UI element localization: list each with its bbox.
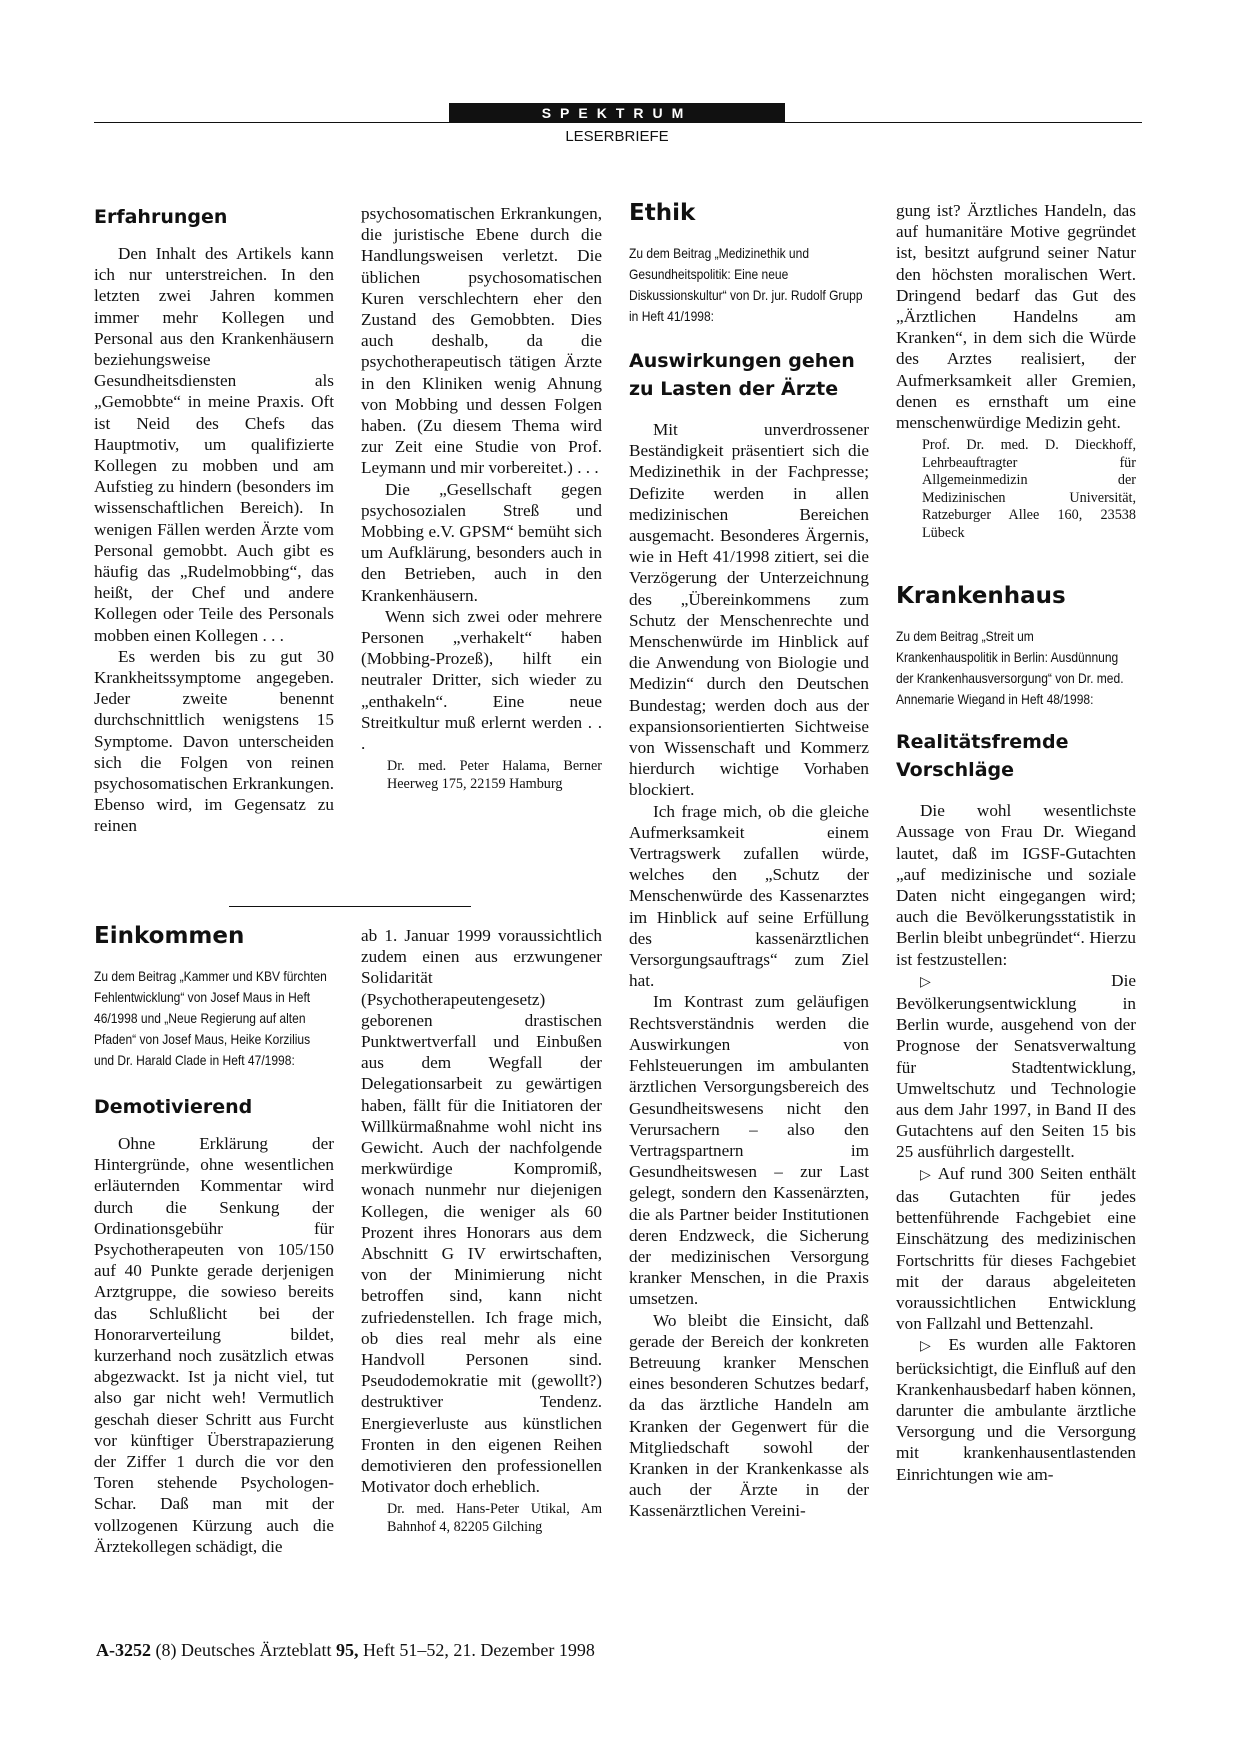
letter-paragraph: Es werden bis zu gut 30 Krankheitssymptome angegeben. Jeder zweite benennt durchschnittlich wenigstens 15 Symptome. Davon unterscheiden sich die Folgen von reinen psychosomatischen Erkrankungen. Ebenso wird, im Gegensatz zu reinen: [94, 646, 334, 836]
letter-paragraph: gung ist? Ärztliches Handeln, das auf humanitäre Motive gegründet ist, besitzt aufgrund seiner Natur den höchsten moralischen Wert. Dringend bedarf das Gut des „Ärztlichen Handelns am Kranken“, in dem sich die Würde des Arztes realisiert, der Aufmerksamkeit aller Gremien, denen es ernsthaft um eine menschenwürdige Medizin geht.: [896, 201, 1136, 433]
letter-paragraph: Mit unverdrossener Beständigkeit präsentiert sich die Medizinethik in der Fachpresse; Defizite werden in allen medizinischen Bereichen ausgemacht. Besonderes Ärgernis, wie in Heft 41/1998 zitiert, sei die Verzögerung der Unterzeichnung des „Übereinkommens zum Schutz der Menschenrechte und Menschenwürde im Hinblick auf die Anwendung von Biologie und Medizin“ durch den Deutschen Bundestag; werden doch aus der expansionsorientierten Sichtweise von Wissenschaft und Kommerz hierdurch wichtige Vorhaben blockiert.: [629, 420, 869, 800]
subsection-label: LESERBRIEFE: [565, 128, 669, 145]
letter-paragraph: Den Inhalt des Artikels kann ich nur unterstreichen. In den letzten zwei Jahren kommen immer mehr Kollegen und Personal aus den Krankenhäusern beziehungsweise Gesundheitsdiensten als „Gemobbte“ in meine Praxis. Oft ist Neid des Chefs das Hauptmotiv, um qualifizierte Kollegen zu mobben und am Aufstieg zu hindern (besonders im wissenschaftlichen Bereich). In wenigen Fällen werden Ärzte vom Personal gemobbt. Auch gibt es häufig das „Rudelmobbing“, das heißt, der Chef und andere Kollegen oder Teile des Personals mobben einen Kollegen . . .: [94, 244, 334, 645]
page-code: A-3252: [96, 1640, 151, 1660]
letter-heading: Realitätsfremde Vorschläge: [896, 731, 1069, 782]
letter-einkommen: [94, 922, 334, 1557]
letter-signature: Dr. med. Peter Halama, Berner Heerweg 175, 22159 Hamburg: [387, 758, 602, 792]
triangle-bullet-icon: ▷: [920, 973, 1019, 990]
letter-signature: Prof. Dr. med. D. Dieckhoff, Lehrbeauftragter für Allgemeinmedizin der Medizinischen Universität, Ratzeburger Allee 160, 23538 Lübeck: [922, 437, 1136, 541]
letter-erfahrungen-continued: [361, 203, 602, 793]
letter-paragraph: Die „Gesellschaft gegen psychosozialen Streß und Mobbing e.V. GPSM“ bemüht sich um Aufklärung, besonders auch in den Betrieben, auch in den Krankenhäusern.: [361, 479, 602, 605]
journal-name: Deutsches Ärzteblatt: [181, 1640, 332, 1660]
letter-paragraph: psychosomatischen Erkrankungen, die juristische Ebene durch die Handlungsweisen verletzt. Die üblichen psychosomatischen Kuren verschlechtern eher den Zustand des Gemobbten. Dies auch deshalb, da die psychotherapeutisch tätigen Ärzte in den Kliniken wenig Ahnung von Mobbing und dessen Folgen haben. (Zu diesem Thema wird zur Zeit eine Studie von Prof. Leymann und mir vorbereitet.) . . .: [361, 204, 602, 478]
bullet-paragraph: ▷ Es wurden alle Faktoren berücksichtigt, die Einfluß auf den Krankenhausbedarf haben können, darunter die ambulante ärztliche Versorgung und die Versorgung mit krankenhausentlastenden Einrichtungen wie am-: [896, 1335, 1136, 1484]
letter-ethik: [629, 199, 869, 1522]
letter-paragraph: Die wohl wesentlichste Aussage von Frau Dr. Wiegand lautet, daß im IGSF-Gutachten „auf medizinische und soziale Daten nicht eingegangen wird; auch die Bevölkerungsstatistik in Berlin bleibt unbegründet“. Hierzu ist festzustellen:: [896, 801, 1136, 969]
issue-info: Heft 51–52, 21. Dezember 1998: [362, 1640, 595, 1660]
letter-ethik-continued: [896, 200, 1136, 1485]
letter-paragraph: Wo bleibt die Einsicht, daß gerade der Bereich der konkreten Betreuung kranker Menschen eines besonderen Schutzes bedarf, da das ärztliche Handeln am Kranken der Gegenwert für die Mitgliedschaft sowohl der Kranken in der Krankenkasse als auch der Ärzte in der Kassenärztlichen Vereini-: [629, 1310, 869, 1521]
letter-paragraph: Ich frage mich, ob die gleiche Aufmerksamkeit einem Vertragswerk zufallen würde, welches den „Schutz der Menschenwürde des Kassenarztes im Hinblick auf seine Erfüllung des kassenärztlichen Versorgungsauftrags“ zum Ziel hat.: [629, 801, 869, 991]
triangle-bullet-icon: ▷: [920, 1338, 938, 1355]
letter-heading: Erfahrungen: [94, 206, 228, 228]
bullet-paragraph: ▷ Auf rund 300 Seiten enthält das Gutachten für jedes bettenführende Fachgebiet eine Einschätzung des medizinischen Fortschritts für dieses Fachgebiet mit der daraus abgeleiteten voraussichtlichen Entwicklung von Fallzahl und Bettenzahl.: [896, 1163, 1136, 1334]
article-reference: Zu dem Beitrag „Medizinethik und Gesundheitspolitik: Eine neue Diskussionskultur“ von Dr. jur. Rudolf Grupp in Heft 41/1998:: [629, 245, 863, 324]
section-label: SPEKTRUM: [449, 103, 785, 123]
triangle-bullet-icon: ▷: [920, 1166, 933, 1183]
page-footer: [96, 1640, 595, 1661]
letter-paragraph: Im Kontrast zum geläufigen Rechtsverständnis werden die Auswirkungen von Fehlsteuerungen im ambulanten ärztlichen Versorgungsbereich des Gesundheitswesens nicht den Verursachern – also den Vertragspartnern im Gesundheitswesen – zur Last gelegt, sondern den Kassenärzten, die als Partner beider Institutionen deren Endzweck, die Sicherung der medizinischen Versorgung kranker Menschen, in die Praxis umsetzen.: [629, 992, 869, 1309]
section-heading: Einkommen: [94, 923, 245, 949]
section-heading: Krankenhaus: [896, 583, 1066, 610]
letter-paragraph: ab 1. Januar 1999 voraussichtlich zudem einen aus erzwungener Solidarität (Psychotherapeutengesetz) geborenen drastischen Punktwertverfall und Einbußen aus dem Wegfall der Delegationsarbeit zu gewärtigen haben, fällt für die Initiatoren der Willkürmaßnahme wohl nicht ins Gewicht. Auch der nachfolgende merkwürdige Kompromiß, wonach nunmehr nur diejenigen Kollegen, die weniger als 60 Prozent ihres Honorars aus dem Abschnitt G IV erwirtschaften, von der Minimierung nicht betroffen sind, kann nicht zufriedenstellen. Ich frage mich, ob dies real mehr als eine Handvoll Personen sind. Pseudodemokratie mit (gewollt?) destruktiver Tendenz. Energieverluste aus künstlichen Fronten in den eigenen Reihen demotivieren den professionellen Motivator doch erheblich.: [361, 926, 602, 1497]
bullet-paragraph: ▷ Die Bevölkerungsentwicklung in Berlin wurde, ausgehend von der Prognose der Senatsverwaltung für Stadtentwicklung, Umweltschutz und Technologie aus dem Jahr 1997, in Band II des Gutachtens auf den Seiten 15 bis 25 ausführlich dargestellt.: [896, 970, 1136, 1162]
header-rule: [94, 122, 1142, 123]
volume-number: 95,: [335, 1640, 359, 1660]
letter-paragraph: Ohne Erklärung der Hintergründe, ohne wesentlichen erläuternden Kommentar wird durch die Senkung der Ordinationsgebühr für Psychotherapeuten von 105/150 auf 40 Punkte gerade derjenigen Arztgruppe, die sowieso bereits das Schlußlicht bei der Honorarverteilung bildet, kurzerhand noch zusätzlich etwas abgezwackt. Ist ja nicht viel, tut also gar nicht weh! Vermutlich geschah dieser Schritt aus Furcht vor künftiger Überstrapazierung der Ziffer 1 durch die vor den Toren stehende Psychologen-Schar. Daß man mit der vollzogenen Kürzung auch die Ärztekollegen schädigt, die: [94, 1134, 334, 1556]
letter-signature: Dr. med. Hans-Peter Utikal, Am Bahnhof 4, 82205 Gilching: [387, 1501, 602, 1535]
article-reference: Zu dem Beitrag „Kammer und KBV fürchten Fehlentwicklung“ von Josef Maus in Heft 46/1998 und „Neue Regierung auf alten Pfaden“ von Josef Maus, Heike Korzilius und Dr. Harald Clade in Heft 47/1998:: [94, 968, 327, 1068]
letter-einkommen-continued: [361, 925, 602, 1536]
page-number: (8): [155, 1640, 177, 1660]
letter-heading: Demotivierend: [94, 1096, 253, 1118]
section-heading: Ethik: [629, 200, 696, 226]
letter-erfahrungen: [94, 203, 334, 837]
article-reference: Zu dem Beitrag „Streit um Krankenhauspolitik in Berlin: Ausdünnung der Krankenhausversorgung“ von Dr. med. Annemarie Wiegand in Heft 48/1998:: [896, 628, 1124, 708]
letter-divider: [229, 906, 471, 907]
letter-heading: Auswirkungen gehen zu Lasten der Ärzte: [629, 350, 855, 400]
letter-paragraph: Wenn sich zwei oder mehrere Personen „verhakelt“ haben (Mobbing-Prozeß), hilft ein neutraler Dritter, sich wieder zu „enthakeln“. Eine neue Streitkultur muß erlernt werden . . .: [361, 606, 602, 754]
